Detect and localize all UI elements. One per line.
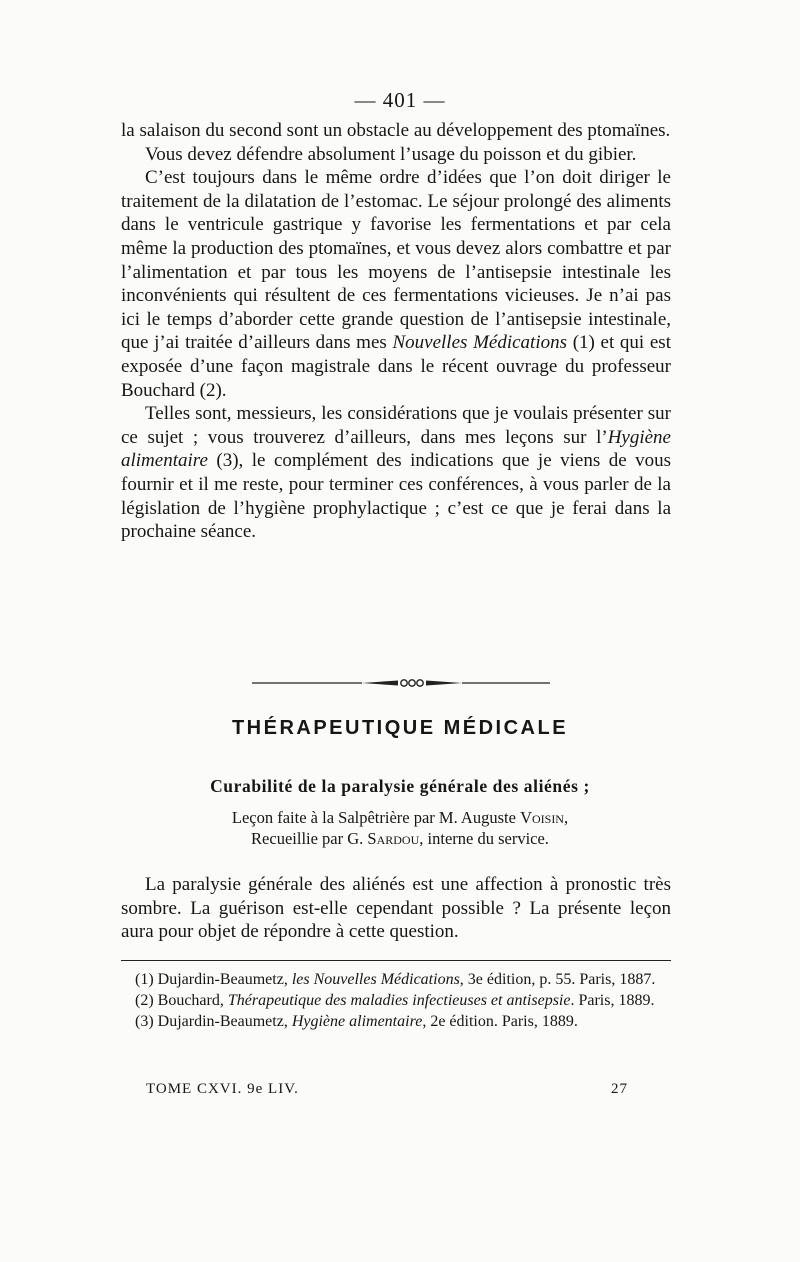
- paragraph-3-end: (1) et qui est exposée d’une façon magistrale dans le récent ouvrage du professeur Bouchard (2).: [121, 332, 671, 401]
- footnote-2-italic: Thérapeutique des maladies infectieuses et antisepsie: [227, 991, 571, 1009]
- footnote-2-end: . Paris, 1889.: [570, 991, 655, 1009]
- footnote-1-text: (1) Dujardin-Beaumetz,: [135, 971, 292, 988]
- paragraph-3: [121, 166, 671, 402]
- paragraph-4: [121, 402, 671, 544]
- footnote-2: [121, 991, 671, 1012]
- intro-text: [121, 873, 671, 944]
- footnote-3-italic: Hygiène alimentaire: [291, 1012, 423, 1030]
- section-title: THÉRAPEUTIQUE MÉDICALE: [231, 717, 569, 739]
- paragraph-2: Vous devez défendre absolument l’usage du poisson et du gibier.: [145, 143, 637, 165]
- byline-collected: [0, 829, 800, 849]
- paragraph-1: la salaison du second sont un obstacle au développement des ptomaïnes.: [121, 120, 671, 141]
- body-text: [121, 119, 671, 544]
- byline-lecture-end: ,: [563, 808, 569, 827]
- byline-collected-text: Recueillie par G.: [251, 829, 368, 848]
- footnote-3-text: (3) Dujardin-Beaumetz,: [135, 1012, 292, 1030]
- article-title: Curabilité de la paralysie générale des aliénés ;: [210, 776, 590, 796]
- paragraph-3-italic: Nouvelles Médications: [392, 332, 568, 354]
- paragraph-4-text: Telles sont, messieurs, les considérations que je voulais présenter sur ce sujet ; vous trouverez d’ailleurs, dans mes leçons sur l’: [121, 403, 671, 448]
- byline-lecture: [0, 808, 800, 828]
- footnote-1-italic: les Nouvelles Médications: [291, 971, 460, 988]
- byline-author: Voisin: [520, 808, 564, 827]
- byline-collected-end: , interne du service.: [419, 829, 549, 848]
- paragraph-4-italic: Hygiène alimentaire: [121, 426, 671, 472]
- footnote-1-end: , 3e édition, p. 55. Paris, 1887.: [459, 971, 656, 988]
- ornament-divider: [252, 676, 550, 690]
- paragraph-4-end: (3), le complément des indications que je viens de vous fournir et il me reste, pour terminer ces conférences, à vous parler de la législation de l’hygiène prophylactique ; c’est ce que je ferai dans la prochaine séance.: [121, 450, 671, 543]
- footnotes: [121, 970, 671, 1032]
- footnote-3-end: , 2e édition. Paris, 1889.: [422, 1012, 578, 1030]
- signature-line: [146, 1081, 628, 1098]
- footnote-1: [121, 970, 671, 991]
- footnote-3: [121, 1012, 671, 1033]
- intro-paragraph: La paralysie générale des aliénés est une affection à pronostic très sombre. La guérison est-elle cependant possible ? La présente leçon aura pour objet de répondre à cette question.: [121, 874, 671, 943]
- byline-collector: Sardou: [367, 829, 420, 848]
- footnote-rule: [121, 960, 671, 961]
- signature-volume: TOME CXVI. 9e LIV.: [146, 1081, 299, 1097]
- paragraph-3-text: C’est toujours dans le même ordre d’idées que l’on doit diriger le traitement de la dilatation de l’estomac. Le séjour prolongé des aliments dans le ventricule gastrique y favorise les fermentations et par cela même la production des ptomaïnes, et vous devez alors combattre et par l’alimentation et par tous les moyens de l’antisepsie intestinale les inconvénients qui résultent de ces fermentations vicieuses. Je n’ai pas ici le temps d’aborder cette grande question de l’antisepsie intestinale, que j’ai traitée d’ailleurs dans mes: [121, 167, 671, 354]
- byline-lecture-text: Leçon faite à la Salpêtrière par M. Auguste: [231, 808, 521, 827]
- signature-number: 27: [611, 1081, 628, 1097]
- footnote-2-text: (2) Bouchard,: [135, 991, 228, 1009]
- page-number: — 401 —: [354, 88, 446, 112]
